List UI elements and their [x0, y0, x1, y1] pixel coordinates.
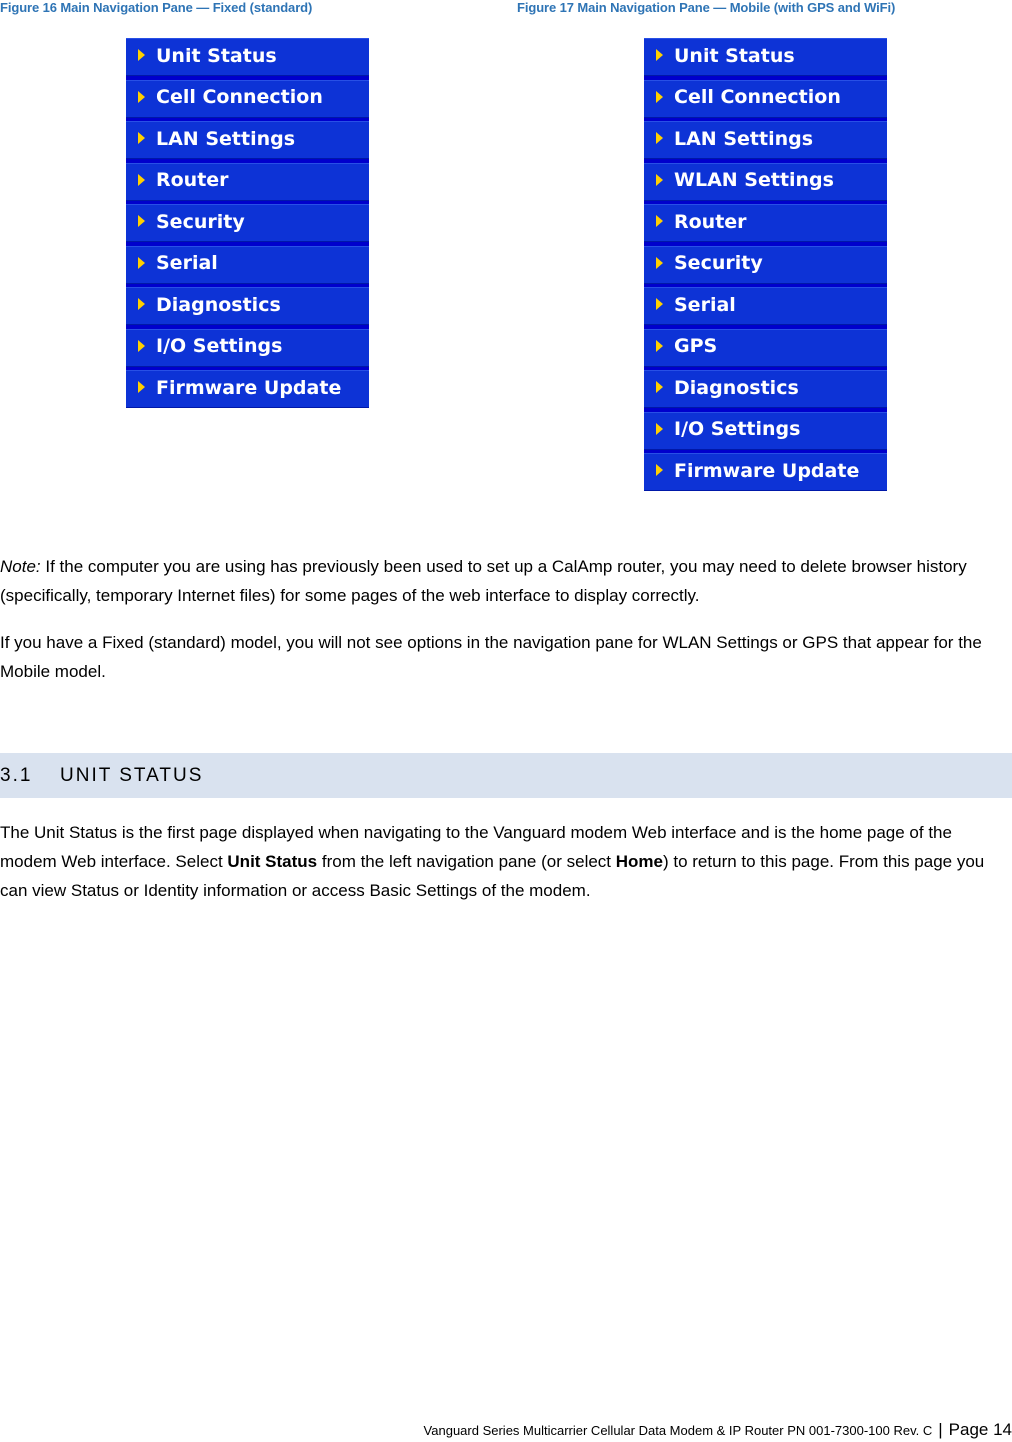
note-text: If the computer you are using has previously been used to set up a CalAmp router, you may need to delete browser history (specifically, temporary Internet files) for some pages of the web interface to display correctly. [0, 557, 967, 605]
arrow-right-icon [656, 174, 663, 186]
arrow-right-icon [138, 340, 145, 352]
body-text: The Unit Status is the first page displayed when navigating to the Vanguard modem Web interface and is the home page of the modem Web interface. Select [0, 823, 952, 871]
page-footer [424, 1420, 1012, 1440]
arrow-right-icon [656, 49, 663, 61]
footer-separator: | [938, 1420, 943, 1439]
figure-16-caption: Figure 16 Main Navigation Pane — Fixed (standard) [0, 0, 313, 15]
nav-item-lan-settings[interactable] [126, 121, 369, 159]
arrow-right-icon [138, 132, 145, 144]
arrow-right-icon [656, 340, 663, 352]
nav-item-label: Cell Connection [156, 86, 323, 108]
note-paragraph [0, 552, 1000, 610]
page-number: Page 14 [948, 1420, 1012, 1439]
arrow-right-icon [656, 91, 663, 103]
nav-item-lan-settings[interactable] [644, 121, 887, 159]
nav-item-firmware-update[interactable] [126, 370, 369, 408]
nav-item-wlan-settings[interactable] [644, 163, 887, 201]
nav-item-label: Security [156, 210, 245, 233]
arrow-right-icon [656, 132, 663, 144]
arrow-right-icon [656, 257, 663, 269]
nav-item-serial[interactable] [644, 287, 887, 325]
arrow-right-icon [138, 381, 145, 393]
nav-item-firmware-update[interactable] [644, 453, 887, 491]
unit-status-emphasis: Unit Status [227, 852, 318, 871]
nav-item-label: Firmware Update [674, 459, 860, 482]
nav-item-label: Diagnostics [156, 293, 281, 316]
nav-item-cell-connection[interactable] [644, 80, 887, 118]
nav-item-label: Firmware Update [156, 376, 342, 399]
home-emphasis: Home [615, 852, 663, 871]
body-text: ) to return to this page. From this page you can view Status or Identity information or access Basic Settings of the modem. [0, 852, 985, 900]
nav-item-label: LAN Settings [156, 127, 296, 150]
nav-item-io-settings[interactable] [126, 329, 369, 367]
nav-item-label: Unit Status [156, 44, 277, 67]
nav-pane-mobile [644, 38, 887, 491]
fixed-model-paragraph: If you have a Fixed (standard) model, you will not see options in the navigation pane for WLAN Settings or GPS that appear for the Mobile model. [0, 633, 982, 681]
nav-item-security[interactable] [644, 246, 887, 284]
nav-item-router[interactable] [644, 204, 887, 242]
arrow-right-icon [656, 215, 663, 227]
nav-item-diagnostics[interactable] [126, 287, 369, 325]
figure-17-caption: Figure 17 Main Navigation Pane — Mobile (with GPS and WiFi) [517, 0, 896, 15]
nav-item-label: WLAN Settings [674, 169, 834, 191]
nav-item-router[interactable] [126, 163, 369, 201]
arrow-right-icon [138, 174, 145, 186]
nav-item-label: I/O Settings [156, 335, 283, 357]
nav-item-gps[interactable] [644, 329, 887, 367]
nav-item-unit-status[interactable] [644, 38, 887, 76]
arrow-right-icon [138, 49, 145, 61]
nav-item-diagnostics[interactable] [644, 370, 887, 408]
nav-item-serial[interactable] [126, 246, 369, 284]
nav-item-label: Router [674, 210, 747, 233]
nav-item-label: Unit Status [674, 44, 795, 67]
arrow-right-icon [138, 91, 145, 103]
nav-item-label: GPS [674, 335, 718, 357]
section-heading [0, 753, 1012, 798]
nav-item-label: I/O Settings [674, 418, 801, 440]
nav-item-label: Diagnostics [674, 376, 799, 399]
arrow-right-icon [656, 381, 663, 393]
arrow-right-icon [656, 423, 663, 435]
nav-item-label: Serial [156, 252, 218, 274]
nav-item-unit-status[interactable] [126, 38, 369, 76]
note-label: Note: [0, 557, 41, 576]
nav-item-io-settings[interactable] [644, 412, 887, 450]
section-title: UNIT STATUS [60, 764, 204, 786]
nav-item-label: Serial [674, 293, 736, 316]
nav-item-cell-connection[interactable] [126, 80, 369, 118]
nav-pane-fixed [126, 38, 369, 408]
body-text: from the left navigation pane (or select [317, 852, 616, 871]
arrow-right-icon [138, 257, 145, 269]
footer-document-title: Vanguard Series Multicarrier Cellular Data Modem & IP Router PN 001-7300-100 Rev. C [423, 1423, 933, 1438]
arrow-right-icon [138, 215, 145, 227]
arrow-right-icon [656, 464, 663, 476]
nav-item-label: Router [156, 169, 229, 191]
nav-item-label: LAN Settings [674, 127, 814, 150]
nav-item-security[interactable] [126, 204, 369, 242]
arrow-right-icon [138, 298, 145, 310]
unit-status-paragraph [0, 818, 1000, 905]
section-number: 3.1 [0, 764, 33, 786]
nav-item-label: Cell Connection [674, 86, 841, 108]
arrow-right-icon [656, 298, 663, 310]
nav-item-label: Security [674, 252, 763, 274]
